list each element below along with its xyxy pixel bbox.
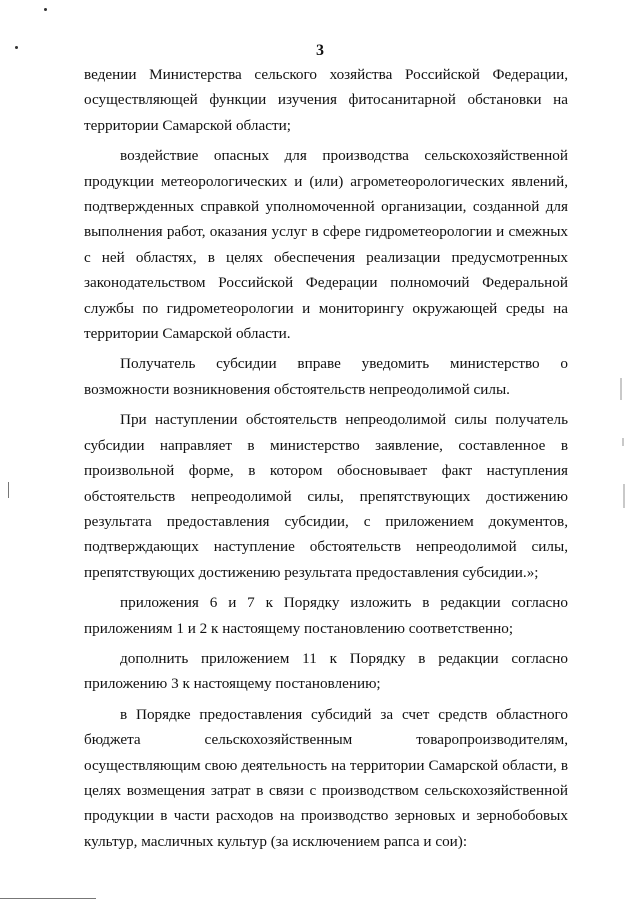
document-body xyxy=(84,62,568,859)
scan-rule-bottom xyxy=(0,898,96,899)
scan-rule-left xyxy=(8,482,9,498)
scan-dot-top xyxy=(44,8,47,11)
scan-mark-right-2 xyxy=(622,438,624,446)
paragraph-7: в Порядке предоставления субсидий за счет средств областного бюджета сельскохозяйственным товаропроизводителям, осуществляющим свою деятельность на территории Самарской области, в целях возмещения затрат в связи с производством сельскохозяйственной продукции в части расходов на производство зерновых и зернобобовых культур, масличных культур (за исключением рапса и сои): xyxy=(84,705,568,850)
scan-mark-right-1 xyxy=(620,378,622,400)
scan-mark-right-3 xyxy=(623,484,625,508)
paragraph-2: воздействие опасных для производства сельскохозяйственной продукции метеорологических и (или) агрометеорологических явлений, подтвержденных справкой уполномоченной организации, созданной для выполнения работ, оказания услуг в сфере гидрометеорологии и смежных с ней областях, в целях обеспечения реализации предусмотренных законодательством Российской Федерации полномочий Федеральной службы по гидрометеорологии и мониторингу окружающей среды на территории Самарской области. xyxy=(84,147,568,343)
paragraph-5: приложения 6 и 7 к Порядку изложить в редакции согласно приложениям 1 и 2 к настоящему постановлению соответственно; xyxy=(84,594,568,637)
page-number: 3 xyxy=(316,42,324,59)
paragraph-6: дополнить приложением 11 к Порядку в редакции согласно приложению 3 к настоящему постановлению; xyxy=(84,649,568,693)
paragraph-3: Получатель субсидии вправе уведомить министерство о возможности возникновения обстоятельств непреодолимой силы. xyxy=(84,355,568,398)
paragraph-4: При наступлении обстоятельств непреодолимой силы получатель субсидии направляет в министерство заявление, составленное в произвольной форме, в котором обосновывает факт наступления обстоятельств непреодолимой силы, препятствующих достижению результата предоставления субсидии, с приложением документов, подтверждающих наступление обстоятельств непреодолимой силы, препятствующих достижению результата предоставления субсидии.»; xyxy=(84,411,568,581)
paragraph-1: ведении Министерства сельского хозяйства Российской Федерации, осуществляющей функции изучения фитосанитарной обстановки на территории Самарской области; xyxy=(84,66,568,134)
